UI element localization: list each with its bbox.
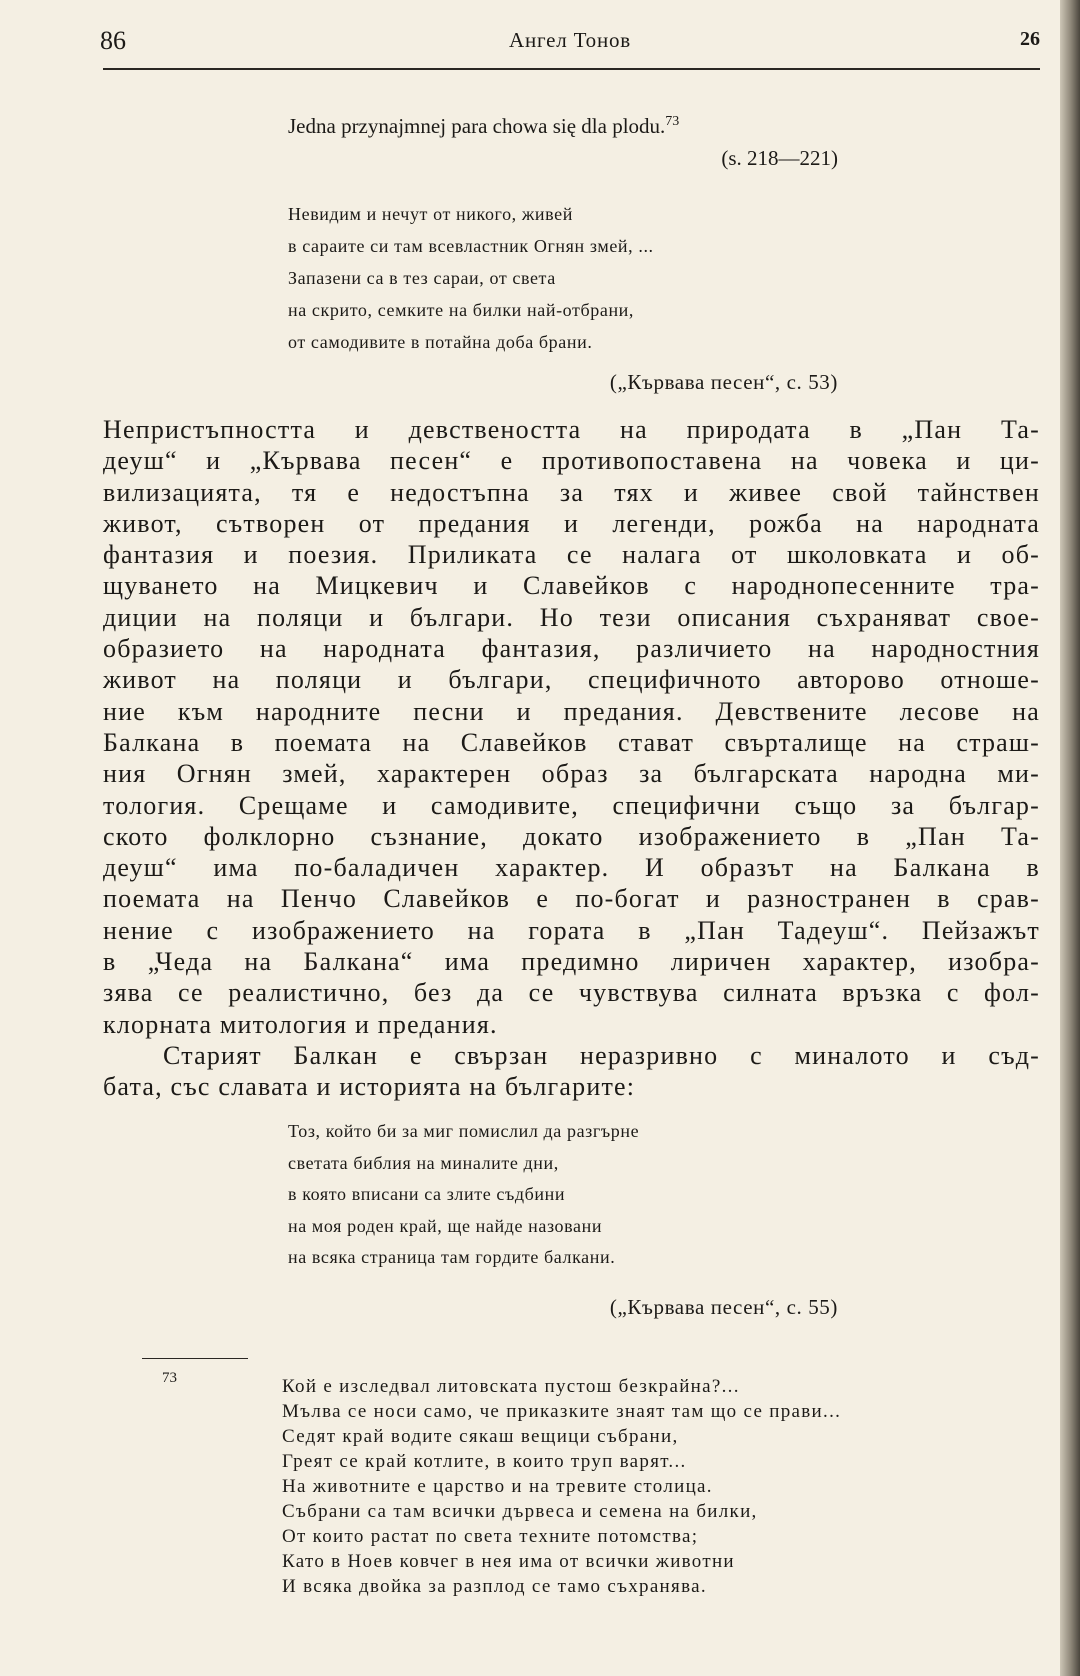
footnote-line: Кой е изследвал литовската пустош безкрайна?... <box>282 1376 740 1397</box>
footnote-line: Събрани са там всички дървеса и семена на билки, <box>282 1501 758 1522</box>
text-line: деуш“ и „Кървава песен“ е противопоставена на човека и ци- <box>103 446 1040 476</box>
header-rule <box>103 68 1040 70</box>
polish-quote-source: (s. 218—221) <box>721 146 838 170</box>
text-line: деуш“ има по-баладичен характер. И образът на Балкана в <box>103 853 1040 883</box>
footnote-rule <box>142 1358 248 1359</box>
polish-quote-line <box>288 106 848 142</box>
text-line: Балкана в поемата на Славейков стават свърталище на страш- <box>103 727 1040 757</box>
verse-2-source: („Кървава песен“, с. 55) <box>609 1294 838 1319</box>
text-line: живот на поляци и българи, специфичното авторово отноше- <box>103 665 1040 695</box>
verse-line: от самодивите в потайна доба брани. <box>288 332 593 352</box>
text-line: тология. Срещаме и самодивите, специфични също за българ- <box>103 790 1040 820</box>
verse-line: светата библия на миналите дни, <box>288 1152 559 1173</box>
folio-mark: 26 <box>1020 28 1040 50</box>
footnote-line: От които растат по света техните потомства; <box>282 1526 699 1547</box>
page-number: 86 <box>100 26 126 55</box>
verse-line: Невидим и нечут от никого, живей <box>288 204 573 224</box>
polish-quote <box>288 106 848 174</box>
book-spine-shadow <box>1060 0 1080 1676</box>
text-line: в „Чеда на Балкана“ има предимно лиричен характер, изобра- <box>103 947 1040 977</box>
verse-quote-1 <box>288 198 848 398</box>
text-line: поемата на Пенчо Славейков е по-богат и разностранен в срав- <box>103 884 1040 914</box>
verse-line: на всяка страница там гордите балкани. <box>288 1247 616 1267</box>
verse-line: в която вписани са злите съдбини <box>288 1184 566 1204</box>
page-header <box>100 26 1040 62</box>
text-line: ското фолклорно съзнание, докато изображението в „Пан Та- <box>103 821 1040 851</box>
text-line: нение с изображението на гората в „Пан Тадеуш“. Пейзажът <box>103 915 1040 945</box>
verse-line: на моя роден край, ще найде назовани <box>288 1215 603 1236</box>
footnote-line: И всяка двойка за разплод се тамо съхранява. <box>282 1576 707 1597</box>
text-line: щуването на Мицкевич и Славейков с народнопесенните тра- <box>103 571 1040 601</box>
paragraph-1 <box>103 414 1040 1040</box>
footnote-text <box>282 1374 1042 1599</box>
footnote-line: Като в Ноев ковчег в нея има от всички животни <box>282 1551 735 1572</box>
footnote-marker: 73 <box>162 1370 177 1386</box>
footnote-reference: 73 <box>665 114 680 129</box>
text-line: зява се реалистично, без да се чувствува силната връзка с фол- <box>103 978 1040 1008</box>
verse-line: Тоз, който би за миг помислил да разгърне <box>288 1121 640 1141</box>
verse-quote-2 <box>288 1116 848 1323</box>
text-line: бата, със славата и историята на българите: <box>103 1072 636 1102</box>
text-line: живот, сътворен от предания и легенди, рожба на народната <box>103 508 1040 538</box>
verse-line: на скрито, семките на билки най-отбрани, <box>288 300 635 320</box>
text-line: Старият Балкан е свързан неразривно с миналото и съд- <box>163 1040 1040 1070</box>
verse-1-source: („Кървава песен“, с. 53) <box>609 370 838 394</box>
text-line: Непристъпността и девствеността на природата в „Пан Та- <box>103 415 1040 444</box>
footnote-line: Греят се край котлите, в които труп варят... <box>282 1451 687 1472</box>
text-line: диции на поляци и българи. Но тези описания съхраняват свое- <box>103 602 1040 632</box>
text-line: образието на народната фантазия, различието на народностния <box>103 634 1040 664</box>
text-line: вилизацията, тя е недостъпна за тях и живее свой тайнствен <box>103 477 1040 507</box>
polish-quote-text: Jedna przynajmnej para chowa się dla plodu. <box>288 114 666 138</box>
text-line: фантазия и поезия. Приликата се налага от школовката и об- <box>103 540 1040 570</box>
running-head: Ангел Тонов <box>509 28 631 52</box>
footnote-line: Мълва се носи само, че приказките знаят там що се прави... <box>282 1401 842 1422</box>
text-line: клорната митология и предания. <box>103 1009 498 1039</box>
verse-line: Запазени са в тез сараи, от света <box>288 268 556 288</box>
paragraph-2 <box>103 1040 1040 1103</box>
main-text <box>103 414 1040 1103</box>
footnote-line: На животните е царство и на тревите столица. <box>282 1476 713 1497</box>
footnote-line: Седят край водите сякаш вещици събрани, <box>282 1426 679 1447</box>
text-line: ние към народните песни и предания. Девствените лесове на <box>103 696 1040 726</box>
text-line: ния Огнян змей, характерен образ за българската народна ми- <box>103 759 1040 789</box>
verse-line: в сараите си там всевластник Огнян змей, ... <box>288 236 654 256</box>
